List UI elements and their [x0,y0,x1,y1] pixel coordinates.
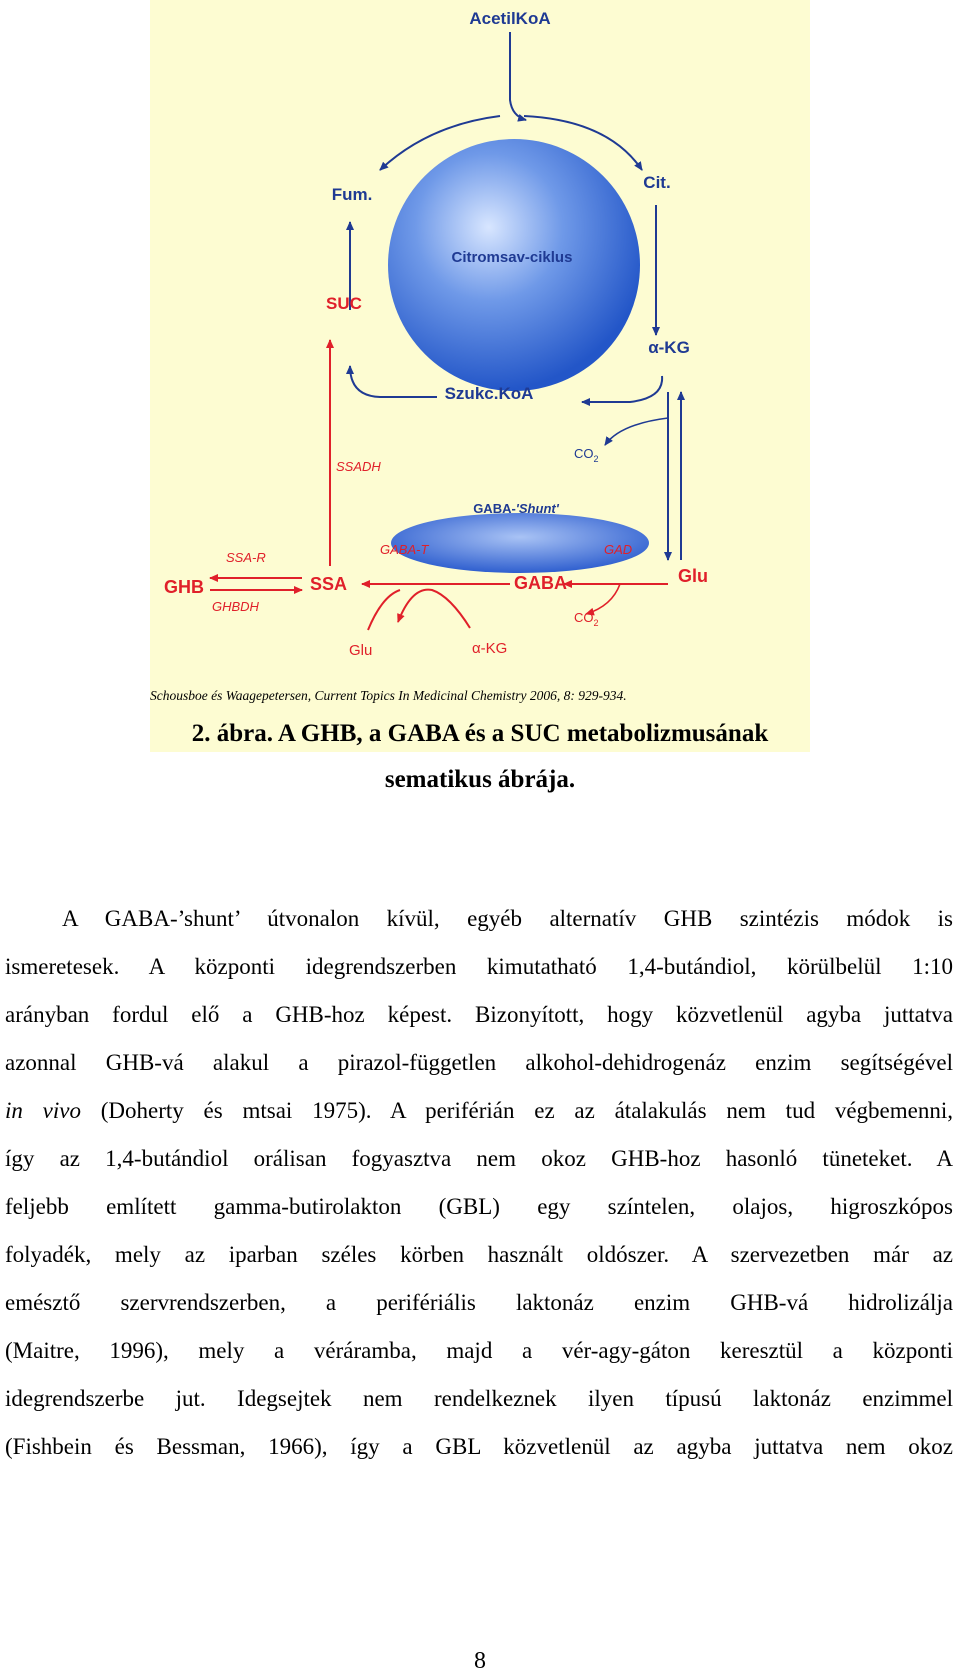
paragraph-line-12: (Fishbein és Bessman, 1966), így a GBL közvetlenül az agyba juttatva nem okoz [5,1434,953,1459]
label-acetilkoa: AcetilKoA [469,9,551,28]
label-cit: Cit. [643,173,671,192]
paragraph-line-7: feljebb említett gamma-butirolakton (GBL) egy színtelen, olajos, higroszkópos [5,1194,953,1219]
paragraph-line-9: emésztő szervrendszerben, a perifériális laktonáz enzim GHB-vá hidrolizálja [5,1290,953,1315]
in-vivo-italic: in vivo [5,1098,81,1123]
metabolism-diagram [150,0,810,752]
paragraph-line-10: (Maitre, 1996), mely a véráramba, majd a vér-agy-gáton keresztül a központi [5,1338,953,1363]
label-co2-bottom: $CO_2$ [574,610,599,628]
paragraph-line-1: A GABA-’shunt’ útvonalon kívül, egyéb alternatív GHB szintézis módok is [62,906,953,931]
figure-citation: Schousboe és Waagepetersen, Current Topics In Medicinal Chemistry 2006, 8: 929-934. [150,688,627,703]
label-ghb: GHB [164,577,204,597]
label-ssadh: SSADH [336,459,381,474]
label-szukc-koa: Szukc.KoA [444,384,534,403]
paragraph-line-8: folyadék, mely az iparban széles körben használt oldószer. A szervezetben már az [5,1242,953,1267]
paragraph-line-11: idegrendszerbe jut. Idegsejtek nem rendelkeznek ilyen típusú laktonáz enzimmel [5,1386,953,1411]
paragraph-line-5-text: (Doherty és mtsai 1975). A periférián ez az átalakulás nem tud végbemenni, [100,1098,953,1123]
label-gaba: GABA [514,573,567,593]
label-alpha-kg: α-KG [648,338,690,357]
label-alpha-kg-bottom: α-KG [472,640,508,657]
label-gaba-t: GABA-T [380,542,429,557]
figure-caption-line-1: 2. ábra. A GHB, a GABA és a SUC metabolizmusának [191,720,769,747]
paragraph-line-2: ismeretesek. A központi idegrendszerben kimutatható 1,4-butándiol, körülbelül 1:10 [5,954,953,979]
label-glu-right: Glu [678,566,708,586]
label-citromsav-ciklus: Citromsav-ciklus [451,249,573,266]
paragraph-line-5 [5,1087,953,1135]
label-suc: SUC [326,294,362,313]
label-ssa: SSA [310,574,348,594]
label-ghbdh: GHBDH [212,599,259,614]
figure-caption-line-2: sematikus ábrája. [384,766,576,793]
label-gad: GAD [604,542,633,557]
paragraph-line-3: arányban fordul elő a GHB-hoz képest. Bizonyított, hogy közvetlenül agyba juttatva [5,1002,953,1027]
label-ssa-r: SSA-R [226,550,266,565]
paragraph-line-4: azonnal GHB-vá alakul a pirazol-független alkohol-dehidrogenáz enzim segítségével [5,1050,953,1075]
paragraph-line-6: így az 1,4-butándiol orálisan fogyasztva nem okoz GHB-hoz hasonló tüneteket. A [5,1146,953,1171]
page-number: 8 [474,1648,486,1674]
metabolism-figure [150,0,810,752]
label-fum: Fum. [331,185,373,204]
label-co2-top: $CO_2$ [574,446,599,464]
body-paragraph [5,895,953,1471]
label-gaba-shunt: GABA-'Shunt' [473,501,559,516]
label-glu-bottom: Glu [349,642,373,659]
